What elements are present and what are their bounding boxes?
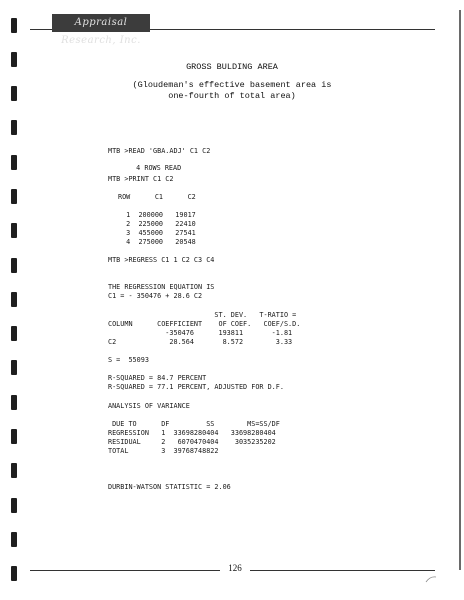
durbin-watson-line: DURBIN-WATSON STATISTIC = 2.06: [108, 483, 231, 491]
anova-heading: ANALYSIS OF VARIANCE: [108, 402, 190, 410]
coefficient-row-c2: C2 28.564 8.572 3.33: [108, 338, 293, 346]
read-command: MTB >READ 'GBA.ADJ' C1 C2: [108, 147, 211, 155]
subtitle-line-1: (Gloudeman's effective basement area is: [132, 80, 332, 90]
anova-row-total: TOTAL 3 39768748822: [108, 447, 219, 455]
print-table-header: ROW C1 C2: [118, 193, 196, 201]
anova-row-residual: RESIDUAL 2 6070470404 3035235202: [108, 438, 276, 446]
subtitle-line-2: one-fourth of total area): [168, 91, 296, 101]
coefficient-header-line-1: ST. DEV. T-RATIO =: [108, 311, 297, 319]
rows-read-message: 4 ROWS READ: [128, 164, 182, 172]
pencil-mark: [424, 574, 438, 584]
anova-header: DUE TO DF SS MS=SS/DF: [108, 420, 280, 428]
print-table-row: 2 225000 22410: [118, 220, 196, 228]
footer-rule-left: [30, 570, 220, 571]
page-number: 126: [228, 563, 242, 573]
r-squared-adjusted-line: R-SQUARED = 77.1 PERCENT, ADJUSTED FOR D.F.: [108, 383, 284, 391]
company-logo: Appraisal Research, Inc.: [52, 14, 150, 32]
anova-row-regression: REGRESSION 1 33698280404 33698280404: [108, 429, 276, 437]
regression-equation-heading: THE REGRESSION EQUATION IS: [108, 283, 215, 291]
print-command: MTB >PRINT C1 C2: [108, 175, 174, 183]
page-title: GROSS BULDING AREA: [186, 62, 278, 72]
standard-error-line: S = 55093: [108, 356, 149, 364]
print-table-row: 4 275000 20548: [118, 238, 196, 246]
footer-rule-right: [250, 570, 435, 571]
coefficient-row-constant: -350476 193811 -1.81: [108, 329, 293, 337]
print-table-row: 3 455000 27541: [118, 229, 196, 237]
regression-equation: C1 = - 350476 + 28.6 C2: [108, 292, 203, 300]
regress-command: MTB >REGRESS C1 1 C2 C3 C4: [108, 256, 215, 264]
r-squared-line: R-SQUARED = 84.7 PERCENT: [108, 374, 207, 382]
coefficient-header-line-2: COLUMN COEFFICIENT OF COEF. COEF/S.D.: [108, 320, 301, 328]
print-table-row: 1 200000 19017: [118, 211, 196, 219]
